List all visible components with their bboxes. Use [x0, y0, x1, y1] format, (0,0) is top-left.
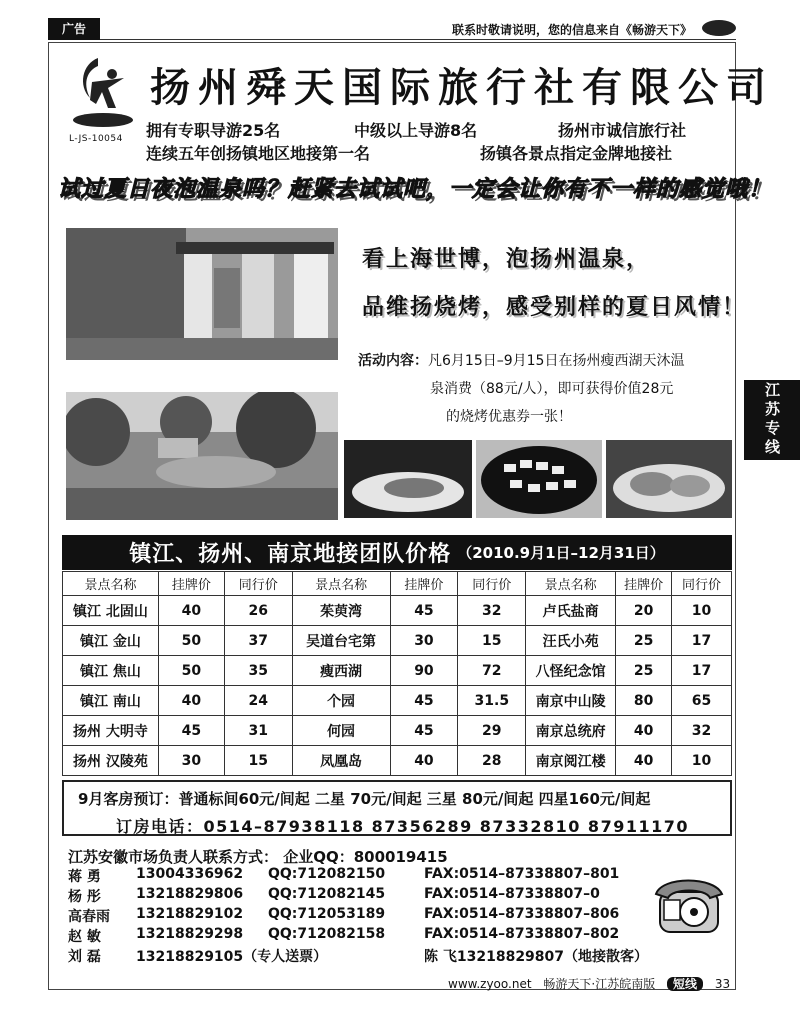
hotel-rates: 9月客房预订：普通标间60元/间起 二星 70元/间起 三星 80元/间起 四星160元/间起 — [78, 790, 651, 808]
table-cell: 45 — [158, 716, 224, 746]
table-cell: 45 — [390, 716, 458, 746]
table-cell: 10 — [672, 746, 732, 776]
license-number: L-JS-10054 — [69, 134, 123, 144]
side-tab-text-2: 专线 — [763, 420, 781, 458]
contacts-section — [62, 842, 732, 970]
hot-spring-garden-photo — [66, 392, 338, 520]
company-name: 扬州舜天国际旅行社有限公司 — [150, 64, 774, 111]
table-row — [63, 656, 732, 686]
table-cell: 20 — [616, 596, 672, 626]
table-cell: 茱萸湾 — [292, 596, 390, 626]
table-cell: 镇江 南山 — [63, 686, 159, 716]
activity-label: 活动内容： — [358, 353, 428, 369]
hot-spring-pavilion-photo — [66, 228, 338, 360]
table-cell: 26 — [224, 596, 292, 626]
page-number: 33 — [714, 977, 731, 991]
col-header: 挂牌价 — [390, 572, 458, 596]
table-cell: 31 — [224, 716, 292, 746]
ad-label: 广告 — [48, 18, 100, 40]
table-cell: 25 — [616, 626, 672, 656]
table-cell: 吴道台宅第 — [292, 626, 390, 656]
baked-oyster-photo — [606, 440, 732, 518]
table-cell: 35 — [224, 656, 292, 686]
contact-fax: FAX:0514–87338807–801 — [424, 866, 620, 882]
activity-text-1: 凡6月15日–9月15日在扬州瘦西湖天沐温 — [428, 353, 685, 369]
booking-phone: 订房电话：0514–87938118 87356289 87332810 87911170 — [116, 817, 689, 836]
table-cell: 扬州 汉陵苑 — [63, 746, 159, 776]
col-header: 同行价 — [224, 572, 292, 596]
contact-name: 刘 磊 — [68, 949, 101, 965]
table-row — [63, 596, 732, 626]
contact-mobile: 13218829105（专人送票） — [136, 949, 328, 965]
hot-spring-slogan: 试过夏日夜泡温泉吗？赶紧去试试吧，一定会让你有不一样的感觉哦！ — [58, 176, 772, 202]
table-cell: 50 — [158, 656, 224, 686]
col-header: 景点名称 — [526, 572, 616, 596]
source-notice: 联系时敬请说明，您的信息来自《畅游天下》 — [451, 23, 692, 37]
table-cell: 90 — [390, 656, 458, 686]
contact-name: 杨 彤 — [68, 889, 101, 905]
table-cell: 卢氏盐商 — [526, 596, 616, 626]
grilled-fish-photo — [344, 440, 472, 518]
jiangsu-route-tab — [744, 380, 800, 460]
table-cell: 17 — [672, 626, 732, 656]
contact-fax: FAX:0514–87338807–0 — [424, 886, 600, 902]
col-header: 挂牌价 — [616, 572, 672, 596]
col-header: 景点名称 — [292, 572, 390, 596]
table-cell: 何园 — [292, 716, 390, 746]
table-cell: 30 — [158, 746, 224, 776]
price-table-head-row — [63, 572, 732, 596]
contact-qq: QQ:712082145 — [268, 886, 386, 902]
price-table-header — [62, 535, 732, 570]
table-cell: 80 — [616, 686, 672, 716]
magazine-edition: 畅游天下·江苏皖南版 — [543, 977, 656, 991]
table-cell: 镇江 焦山 — [63, 656, 159, 686]
table-row — [63, 716, 732, 746]
table-cell: 72 — [458, 656, 526, 686]
contact-mobile: 13218829806 — [136, 886, 244, 902]
col-header: 挂牌价 — [158, 572, 224, 596]
table-cell: 45 — [390, 686, 458, 716]
promo-line-2: 品维扬烧烤，感受别样的夏日风情！ — [362, 294, 747, 320]
table-cell: 28 — [458, 746, 526, 776]
table-cell: 瘦西湖 — [292, 656, 390, 686]
contact-fax: FAX:0514–87338807–806 — [424, 906, 620, 922]
top-bar — [48, 18, 736, 40]
table-cell: 37 — [224, 626, 292, 656]
table-cell: 40 — [158, 686, 224, 716]
table-cell: 南京阅江楼 — [526, 746, 616, 776]
promo-line-1: 看上海世博，泡扬州温泉， — [362, 246, 651, 272]
contact-extra: 陈 飞13218829807（地接散客） — [424, 949, 649, 965]
table-cell: 40 — [158, 596, 224, 626]
table-cell: 15 — [458, 626, 526, 656]
table-cell: 24 — [224, 686, 292, 716]
table-cell: 个园 — [292, 686, 390, 716]
price-table — [62, 571, 732, 776]
table-cell: 南京中山陵 — [526, 686, 616, 716]
col-header: 同行价 — [672, 572, 732, 596]
section-badge: 短线 — [667, 977, 703, 991]
table-cell: 南京总统府 — [526, 716, 616, 746]
contact-qq: QQ:712082150 — [268, 866, 386, 882]
table-cell: 25 — [616, 656, 672, 686]
contact-name: 赵 敏 — [68, 929, 101, 945]
table-cell: 10 — [672, 596, 732, 626]
integrity-award: 扬州市诚信旅行社 — [558, 121, 687, 140]
contact-qq: QQ:712082158 — [268, 926, 386, 942]
company-logo-icon — [68, 52, 138, 130]
table-cell: 40 — [390, 746, 458, 776]
price-table-title: 镇江、扬州、南京地接团队价格 — [129, 542, 452, 567]
hotel-booking-box — [62, 780, 732, 836]
table-cell: 镇江 金山 — [63, 626, 159, 656]
gold-agency-claim: 扬镇各景点指定金牌地接社 — [480, 144, 673, 163]
activity-line-3: 的烧烤优惠券一张！ — [446, 409, 572, 425]
table-cell: 29 — [458, 716, 526, 746]
table-cell: 八怪纪念馆 — [526, 656, 616, 686]
table-cell: 15 — [224, 746, 292, 776]
table-row — [63, 626, 732, 656]
table-cell: 扬州 大明寺 — [63, 716, 159, 746]
activity-line-2: 泉消费（88元/人），即可获得价值28元 — [430, 381, 674, 397]
table-cell: 50 — [158, 626, 224, 656]
col-header: 景点名称 — [63, 572, 159, 596]
table-cell: 65 — [672, 686, 732, 716]
table-cell: 40 — [616, 716, 672, 746]
ranking-claim: 连续五年创扬镇地区地接第一名 — [146, 144, 371, 163]
contact-name: 蒋 勇 — [68, 869, 101, 885]
table-cell: 32 — [672, 716, 732, 746]
table-cell: 45 — [390, 596, 458, 626]
contact-name: 高春雨 — [68, 909, 110, 925]
contact-qq: QQ:712053189 — [268, 906, 386, 922]
table-row — [63, 686, 732, 716]
contact-fax: FAX:0514–87338807–802 — [424, 926, 620, 942]
page-footer — [440, 975, 730, 992]
table-cell: 17 — [672, 656, 732, 686]
activity-line-1 — [358, 350, 684, 370]
side-tab-text-1: 江苏 — [763, 382, 781, 420]
table-cell: 汪氏小苑 — [526, 626, 616, 656]
price-table-period: （2010.9月1日–12月31日） — [457, 544, 665, 562]
table-row — [63, 746, 732, 776]
table-cell: 凤凰岛 — [292, 746, 390, 776]
contacts-heading: 江苏安徽市场负责人联系方式： 企业QQ：800019415 — [68, 848, 448, 866]
table-cell: 30 — [390, 626, 458, 656]
col-header: 同行价 — [458, 572, 526, 596]
sushi-platter-photo — [476, 440, 602, 518]
table-cell: 32 — [458, 596, 526, 626]
senior-guide-count: 中级以上导游8名 — [354, 121, 478, 140]
table-cell: 31.5 — [458, 686, 526, 716]
magazine-logo-icon — [702, 20, 736, 36]
telephone-icon — [650, 872, 726, 936]
contact-mobile: 13004336962 — [136, 866, 244, 882]
contact-mobile: 13218829298 — [136, 926, 244, 942]
guide-count: 拥有专职导游25名 — [146, 121, 281, 140]
contact-mobile: 13218829102 — [136, 906, 244, 922]
table-cell: 镇江 北固山 — [63, 596, 159, 626]
table-cell: 40 — [616, 746, 672, 776]
site-url: www.zyoo.net — [448, 977, 532, 991]
